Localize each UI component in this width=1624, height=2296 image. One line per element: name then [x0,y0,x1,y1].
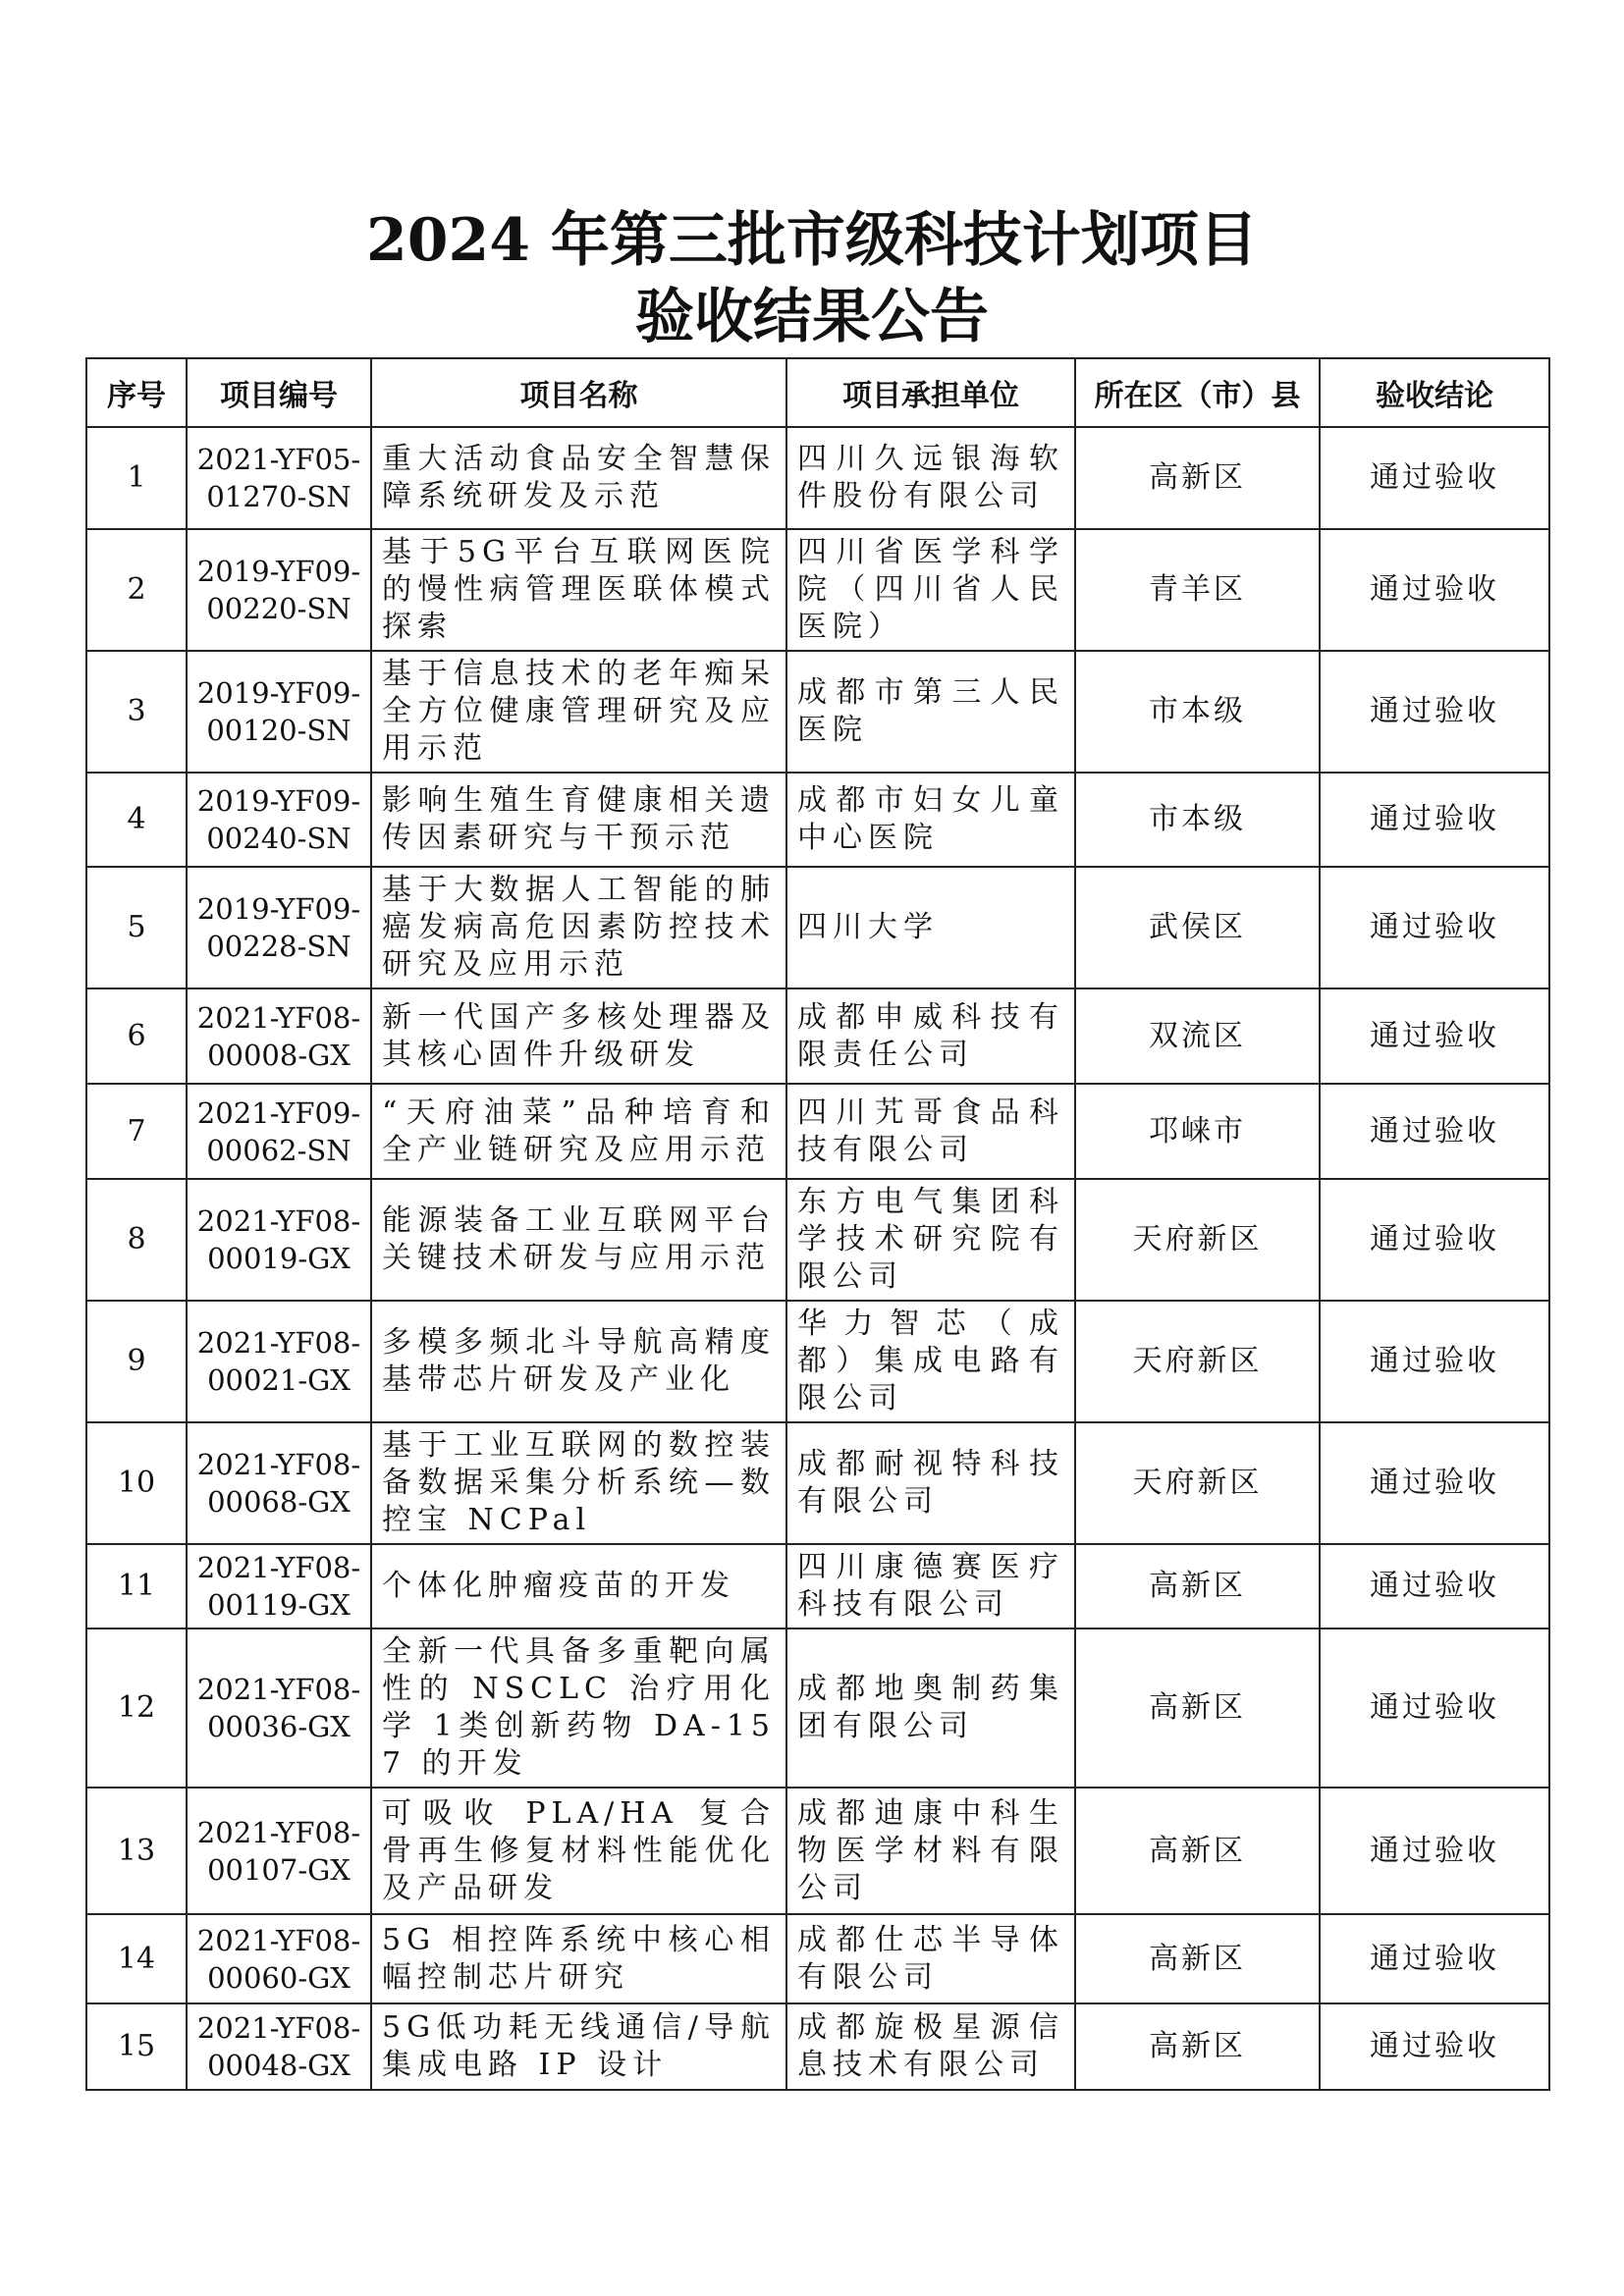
table-row [86,1422,1549,1544]
cell-undertaking-unit: 华力智芯（成都）集成电路有限公司 [786,1301,1075,1422]
cell-acceptance-result: 通过验收 [1320,1301,1549,1422]
cell-district: 天府新区 [1075,1301,1320,1422]
cell-district: 天府新区 [1075,1179,1320,1301]
cell-undertaking-unit: 四川艽哥食品科技有限公司 [786,1084,1075,1179]
header-undertaking-unit: 项目承担单位 [786,358,1075,427]
cell-serial: 14 [86,1914,187,2003]
cell-project-name: 5G低功耗无线通信/导航集成电路 IP 设计 [371,2003,786,2090]
cell-serial: 8 [86,1179,187,1301]
cell-serial: 15 [86,2003,187,2090]
table-header-row [86,358,1549,427]
results-table [85,357,1550,2091]
cell-project-name: 能源装备工业互联网平台关键技术研发与应用示范 [371,1179,786,1301]
cell-undertaking-unit: 成都耐视特科技有限公司 [786,1422,1075,1544]
cell-undertaking-unit: 四川大学 [786,867,1075,988]
cell-undertaking-unit: 四川久远银海软件股份有限公司 [786,427,1075,529]
cell-project-code: 2021-YF08-00021-GX [187,1301,371,1422]
table-row [86,529,1549,651]
cell-project-name: 新一代国产多核处理器及其核心固件升级研发 [371,988,786,1084]
cell-project-code: 2021-YF08-00119-GX [187,1544,371,1629]
cell-project-code: 2019-YF09-00240-SN [187,773,371,867]
cell-serial: 3 [86,651,187,773]
cell-acceptance-result: 通过验收 [1320,867,1549,988]
cell-undertaking-unit: 四川省医学科学院（四川省人民医院） [786,529,1075,651]
table-row [86,1084,1549,1179]
cell-district: 高新区 [1075,1788,1320,1914]
cell-project-name: 影响生殖生育健康相关遗传因素研究与干预示范 [371,773,786,867]
cell-serial: 6 [86,988,187,1084]
table-row [86,1544,1549,1629]
cell-undertaking-unit: 成都申威科技有限责任公司 [786,988,1075,1084]
cell-project-code: 2021-YF08-00008-GX [187,988,371,1084]
header-project-name: 项目名称 [371,358,786,427]
cell-acceptance-result: 通过验收 [1320,1544,1549,1629]
cell-district: 青羊区 [1075,529,1320,651]
cell-project-name: 基于大数据人工智能的肺癌发病高危因素防控技术研究及应用示范 [371,867,786,988]
cell-project-code: 2019-YF09-00220-SN [187,529,371,651]
cell-project-code: 2021-YF08-00048-GX [187,2003,371,2090]
table-row [86,1914,1549,2003]
cell-acceptance-result: 通过验收 [1320,1179,1549,1301]
cell-district: 武侯区 [1075,867,1320,988]
cell-acceptance-result: 通过验收 [1320,529,1549,651]
cell-project-name: 个体化肿瘤疫苗的开发 [371,1544,786,1629]
cell-serial: 7 [86,1084,187,1179]
cell-acceptance-result: 通过验收 [1320,1788,1549,1914]
cell-district: 高新区 [1075,2003,1320,2090]
cell-undertaking-unit: 成都市第三人民医院 [786,651,1075,773]
table-row [86,1788,1549,1914]
cell-serial: 4 [86,773,187,867]
cell-serial: 9 [86,1301,187,1422]
cell-acceptance-result: 通过验收 [1320,773,1549,867]
cell-acceptance-result: 通过验收 [1320,1629,1549,1788]
table-row [86,1629,1549,1788]
header-serial: 序号 [86,358,187,427]
cell-undertaking-unit: 四川康德赛医疗科技有限公司 [786,1544,1075,1629]
cell-undertaking-unit: 成都迪康中科生物医学材料有限公司 [786,1788,1075,1914]
cell-project-code: 2019-YF09-00228-SN [187,867,371,988]
table-row [86,2003,1549,2090]
table-row [86,988,1549,1084]
cell-district: 邛崃市 [1075,1084,1320,1179]
cell-serial: 12 [86,1629,187,1788]
cell-serial: 1 [86,427,187,529]
header-acceptance-result: 验收结论 [1320,358,1549,427]
table-row [86,1301,1549,1422]
cell-undertaking-unit: 成都旋极星源信息技术有限公司 [786,2003,1075,2090]
cell-project-name: 全新一代具备多重靶向属性的 NSCLC 治疗用化学 1类创新药物 DA-157 的开发 [371,1629,786,1788]
cell-project-name: 重大活动食品安全智慧保障系统研发及示范 [371,427,786,529]
cell-acceptance-result: 通过验收 [1320,1084,1549,1179]
table-row [86,651,1549,773]
header-district: 所在区（市）县 [1075,358,1320,427]
table-row [86,867,1549,988]
cell-project-code: 2021-YF08-00036-GX [187,1629,371,1788]
cell-project-name: “天府油菜”品种培育和全产业链研究及应用示范 [371,1084,786,1179]
cell-acceptance-result: 通过验收 [1320,1914,1549,2003]
table-row [86,427,1549,529]
cell-district: 双流区 [1075,988,1320,1084]
cell-project-code: 2021-YF08-00107-GX [187,1788,371,1914]
cell-acceptance-result: 通过验收 [1320,2003,1549,2090]
cell-serial: 11 [86,1544,187,1629]
cell-serial: 2 [86,529,187,651]
cell-project-code: 2021-YF08-00060-GX [187,1914,371,2003]
cell-project-code: 2021-YF08-00068-GX [187,1422,371,1544]
cell-project-name: 多模多频北斗导航高精度基带芯片研发及产业化 [371,1301,786,1422]
cell-serial: 5 [86,867,187,988]
cell-project-code: 2021-YF05-01270-SN [187,427,371,529]
cell-acceptance-result: 通过验收 [1320,651,1549,773]
cell-district: 高新区 [1075,1914,1320,2003]
cell-district: 天府新区 [1075,1422,1320,1544]
cell-project-code: 2021-YF09-00062-SN [187,1084,371,1179]
cell-project-name: 可吸收 PLA/HA 复合骨再生修复材料性能优化及产品研发 [371,1788,786,1914]
cell-acceptance-result: 通过验收 [1320,1422,1549,1544]
table-row [86,773,1549,867]
cell-project-name: 基于信息技术的老年痴呆全方位健康管理研究及应用示范 [371,651,786,773]
cell-district: 市本级 [1075,773,1320,867]
cell-project-code: 2021-YF08-00019-GX [187,1179,371,1301]
cell-district: 高新区 [1075,1629,1320,1788]
document-title-line2: 验收结果公告 [635,283,989,351]
cell-project-code: 2019-YF09-00120-SN [187,651,371,773]
cell-undertaking-unit: 成都仕芯半导体有限公司 [786,1914,1075,2003]
cell-district: 高新区 [1075,1544,1320,1629]
header-project-code: 项目编号 [187,358,371,427]
cell-acceptance-result: 通过验收 [1320,427,1549,529]
cell-project-name: 基于5G平台互联网医院的慢性病管理医联体模式探索 [371,529,786,651]
cell-undertaking-unit: 成都地奥制药集团有限公司 [786,1629,1075,1788]
cell-undertaking-unit: 成都市妇女儿童中心医院 [786,773,1075,867]
cell-serial: 13 [86,1788,187,1914]
table-row [86,1179,1549,1301]
cell-serial: 10 [86,1422,187,1544]
cell-district: 高新区 [1075,427,1320,529]
cell-acceptance-result: 通过验收 [1320,988,1549,1084]
cell-undertaking-unit: 东方电气集团科学技术研究院有限公司 [786,1179,1075,1301]
cell-project-name: 5G 相控阵系统中核心相幅控制芯片研究 [371,1914,786,2003]
cell-district: 市本级 [1075,651,1320,773]
cell-project-name: 基于工业互联网的数控装备数据采集分析系统—数控宝 NCPal [371,1422,786,1544]
document-title-line1: 2024 年第三批市级科技计划项目 [366,206,1258,275]
